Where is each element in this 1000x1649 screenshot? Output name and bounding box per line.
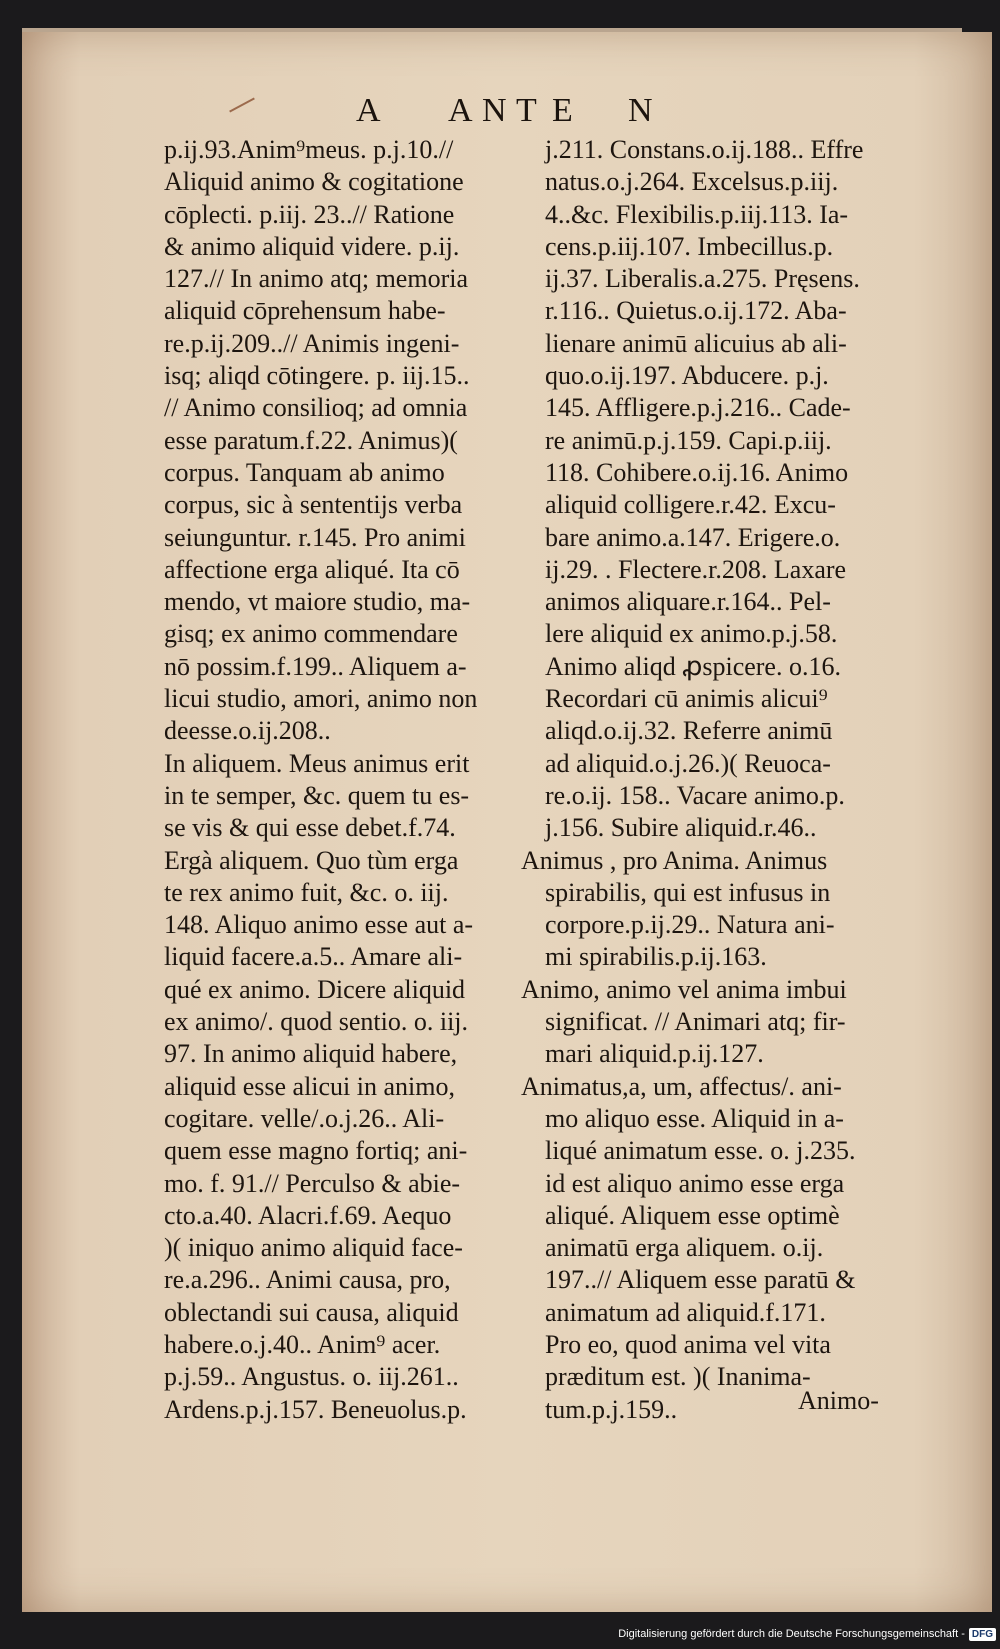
text-line: p.ij.93.Anim⁹meus. p.j.10.// (164, 135, 454, 164)
text-line: re.a.296.. Animi causa, pro, (164, 1265, 451, 1295)
text-line: ij.37. Liberalis.a.275. Pręsens. (545, 264, 860, 294)
digitization-footer (618, 1625, 996, 1643)
text-line: licui studio, amori, animo non (164, 684, 478, 714)
text-line: ad aliquid.o.j.26.)( Reuoca- (545, 748, 831, 778)
text-line: se vis & qui esse debet.f.74. (164, 813, 456, 843)
text-line: liqué animatum esse. o. j.235. (545, 1136, 856, 1166)
left-text-column (164, 134, 524, 1426)
text-line: mendo, vt maiore studio, ma- (164, 587, 471, 617)
right-text-column (521, 134, 940, 1426)
running-head-letter: N (628, 92, 654, 129)
text-line: cto.a.40. Alacri.f.69. Aequo (164, 1200, 452, 1230)
dfg-logo: DFG (969, 1628, 996, 1641)
text-line: Animo aliqd ꝓspicere. o.16. (545, 651, 841, 681)
footer-credit-text: Digitalisierung gefördert durch die Deutsche Forschungsgemeinschaft - (618, 1628, 965, 1640)
text-line: j.211. Constans.o.ij.188.. Effre (545, 135, 864, 164)
text-line: nō possim.f.199.. Aliquem a- (164, 651, 467, 681)
text-line: quo.o.ij.197. Abducere. p.j. (545, 361, 829, 391)
text-line: bare animo.a.147. Erigere.o. (545, 522, 841, 552)
text-line: mari aliquid.p.ij.127. (545, 1039, 764, 1069)
text-line: j.156. Subire aliquid.r.46.. (545, 813, 817, 843)
running-head-letter: A (356, 92, 382, 129)
text-line: re.p.ij.209..// Animis ingeni- (164, 328, 460, 358)
text-line: re.o.ij. 158.. Vacare animo.p. (545, 780, 845, 810)
text-line: significat. // Animari atq; fir- (545, 1007, 846, 1037)
text-line: lienare animū alicuius ab ali- (545, 328, 847, 358)
text-line: in te semper, &c. quem tu es- (164, 780, 470, 810)
text-line: gisq; ex animo commendare (164, 619, 458, 649)
text-line: 148. Aliquo animo esse aut a- (164, 910, 474, 940)
text-line: r.116.. Quietus.o.ij.172. Aba- (545, 296, 847, 326)
text-line: tum.p.j.159.. (545, 1394, 678, 1424)
text-line: Animo, animo vel anima imbui (521, 974, 847, 1004)
text-line: affectione erga aliqué. Ita cō (164, 554, 460, 584)
text-line: animatum ad aliquid.f.171. (545, 1297, 826, 1327)
text-line: esse paratum.f.22. Animus)( (164, 425, 458, 455)
text-line: aliquid esse alicui in animo, (164, 1071, 455, 1101)
text-line: lere aliquid ex animo.p.j.58. (545, 619, 838, 649)
text-line: cogitare. velle/.o.j.26.. Ali- (164, 1103, 445, 1133)
text-line: Ergà aliquem. Quo tùm erga (164, 845, 459, 875)
running-head-letter: E (552, 92, 574, 129)
text-line: 97. In animo aliquid habere, (164, 1039, 458, 1069)
text-line: ij.29. . Flectere.r.208. Laxare (545, 554, 847, 584)
running-head (0, 92, 1000, 132)
running-head-letter: T (516, 92, 538, 129)
catchword: Animo- (798, 1386, 879, 1415)
text-line: aliqué. Aliquem esse optimè (545, 1200, 840, 1230)
text-line: Aliquid animo & cogitatione (164, 167, 464, 197)
text-line: p.j.59.. Angustus. o. iij.261.. (164, 1362, 459, 1392)
text-line: seiunguntur. r.145. Pro animi (164, 522, 466, 552)
text-line: habere.o.j.40.. Anim⁹ acer. (164, 1329, 441, 1359)
text-line: aliquid cōprehensum habe- (164, 296, 446, 326)
text-line: Animatus,a, um, affectus/. ani- (521, 1071, 842, 1101)
text-line: spirabilis, qui est infusus in (545, 877, 831, 907)
text-line: Recordari cū animis alicui⁹ (545, 684, 828, 714)
text-line: qué ex animo. Dicere aliquid (164, 974, 466, 1004)
text-line: Animus , pro Anima. Animus (521, 845, 828, 875)
text-line: animos aliquare.r.164.. Pel- (545, 587, 831, 617)
text-line: re animū.p.j.159. Capi.p.iij. (545, 425, 832, 455)
text-line: corpus, sic à sententijs verba (164, 490, 463, 520)
text-line: præditum est. )( Inanima- (545, 1362, 811, 1392)
text-line: // Animo consilioq; ad omnia (164, 393, 468, 423)
text-line: ex animo/. quod sentio. o. iij. (164, 1007, 469, 1037)
text-line: corpore.p.ij.29.. Natura ani- (545, 910, 835, 940)
text-line: In aliquem. Meus animus erit (164, 748, 470, 778)
text-line: cōplecti. p.iij. 23..// Ratione (164, 199, 455, 229)
running-head-letter: A (448, 92, 474, 129)
text-line: mi spirabilis.p.ij.163. (545, 942, 767, 972)
text-line: aliquid colligere.r.42. Excu- (545, 490, 836, 520)
text-line: oblectandi sui causa, aliquid (164, 1297, 459, 1327)
text-line: liquid facere.a.5.. Amare ali- (164, 942, 463, 972)
text-line: animatū erga aliquem. o.ij. (545, 1233, 824, 1263)
running-head-letter: N (482, 92, 508, 129)
text-line: )( iniquo animo aliquid face- (164, 1233, 463, 1263)
text-line: 127.// In animo atq; memoria (164, 264, 468, 294)
text-line: 145. Affligere.p.j.216.. Cade- (545, 393, 851, 423)
text-line: natus.o.j.264. Excelsus.p.iij. (545, 167, 839, 197)
text-line: Ardens.p.j.157. Beneuolus.p. (164, 1394, 467, 1424)
text-line: mo. f. 91.// Perculso & abie- (164, 1168, 461, 1198)
text-line: corpus. Tanquam ab animo (164, 457, 445, 487)
text-line: cens.p.iij.107. Imbecillus.p. (545, 231, 834, 261)
text-line: mo aliquo esse. Aliquid in a- (545, 1103, 844, 1133)
text-line: 118. Cohibere.o.ij.16. Animo (545, 457, 849, 487)
text-line: 197..// Aliquem esse paratū & (545, 1265, 856, 1295)
text-line: deesse.o.ij.208.. (164, 716, 331, 746)
text-line: 4..&c. Flexibilis.p.iij.113. Ia- (545, 199, 849, 229)
text-line: aliqd.o.ij.32. Referre animū (545, 716, 833, 746)
text-line: & animo aliquid videre. p.ij. (164, 231, 460, 261)
text-line: isq; aliqd cōtingere. p. iij.15.. (164, 361, 470, 391)
text-line: id est aliquo animo esse erga (545, 1168, 845, 1198)
text-line: Pro eo, quod anima vel vita (545, 1329, 831, 1359)
text-line: quem esse magno fortiq; ani- (164, 1136, 468, 1166)
text-line: te rex animo fuit, &c. o. iij. (164, 877, 449, 907)
